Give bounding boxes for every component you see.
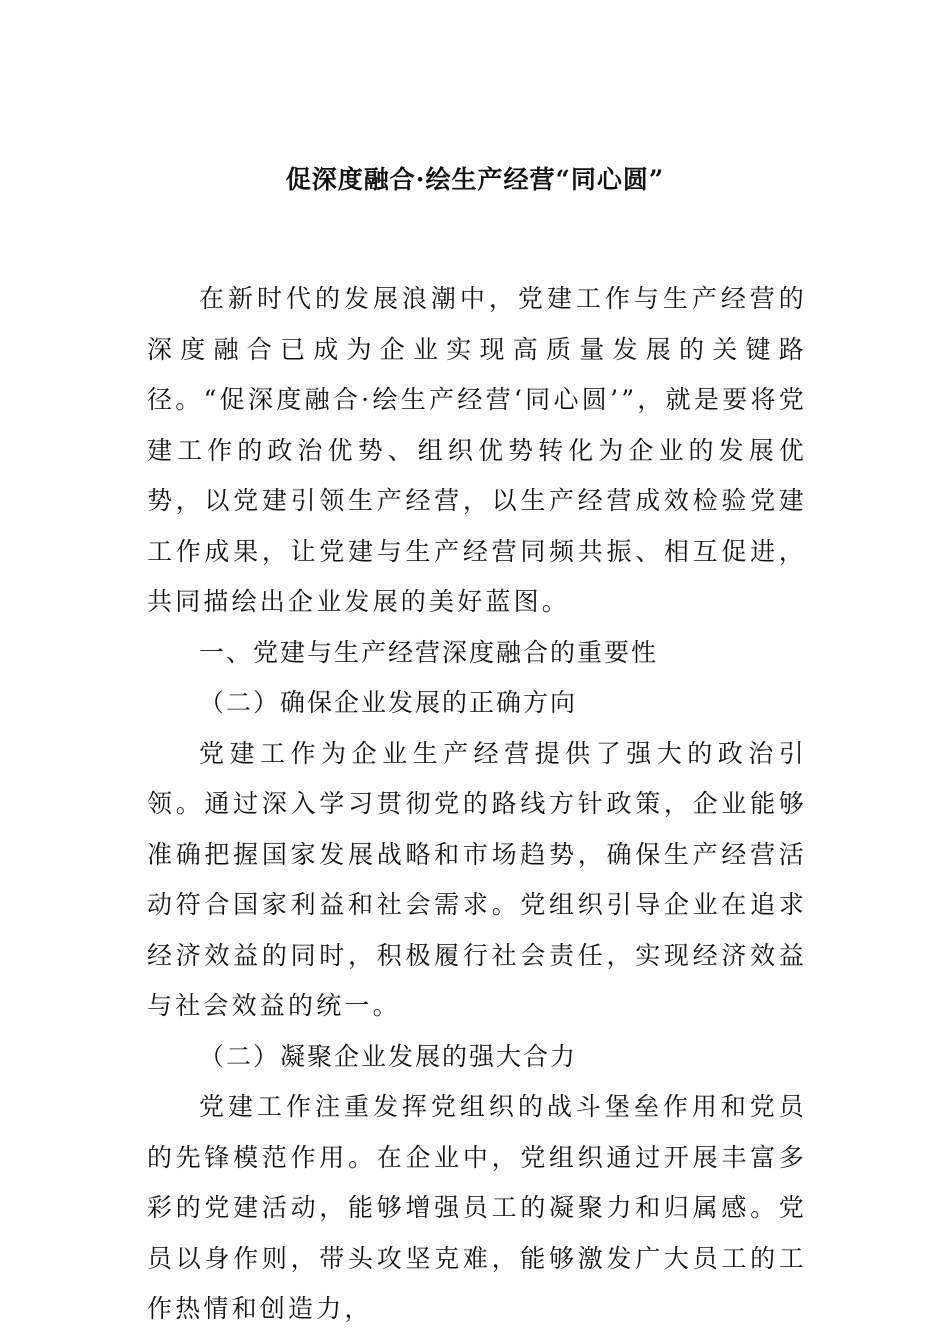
subsection-heading-direction: （二）确保企业发展的正确方向 bbox=[199, 688, 578, 717]
body-paragraph-cohesion: 党建工作注重发挥党组织的战斗堡垒作用和党员的先锋模范作用。在企业中，党组织通过开展丰富多彩的党建活动，能够增强员工的凝聚力和归属感。党员以身作则，带头攻坚克难，能够激发广大员工的工作热情和创造力， bbox=[147, 1092, 807, 1323]
section-heading-1: 一、党建与生产经营深度融合的重要性 bbox=[199, 637, 659, 667]
subsection-heading-cohesion: （二）凝聚企业发展的强大合力 bbox=[199, 1041, 578, 1071]
intro-paragraph: 在新时代的发展浪潮中，党建工作与生产经营的深度融合已成为企业实现高质量发展的关键路径。“促深度融合·绘生产经营‘同心圆’”，就是要将党建工作的政治优势、组织优势转化为企业的发展优势，以党建引领生产经营，以生产经营成效检验党建工作成果，让党建与生产经营同频共振、相互促进，共同描绘出企业发展的美好蓝图。 bbox=[147, 284, 807, 616]
body-paragraph-direction: 党建工作为企业生产经营提供了强大的政治引领。通过深入学习贯彻党的路线方针政策，企业能够准确把握国家发展战略和市场趋势，确保生产经营活动符合国家利益和社会需求。党组织引导企业在追求经济效益的同时，积极履行社会责任，实现经济效益与社会效益的统一。 bbox=[147, 738, 807, 1020]
document-title: 促深度融合·绘生产经营“同心圆” bbox=[285, 165, 665, 194]
document-body bbox=[147, 274, 807, 1335]
